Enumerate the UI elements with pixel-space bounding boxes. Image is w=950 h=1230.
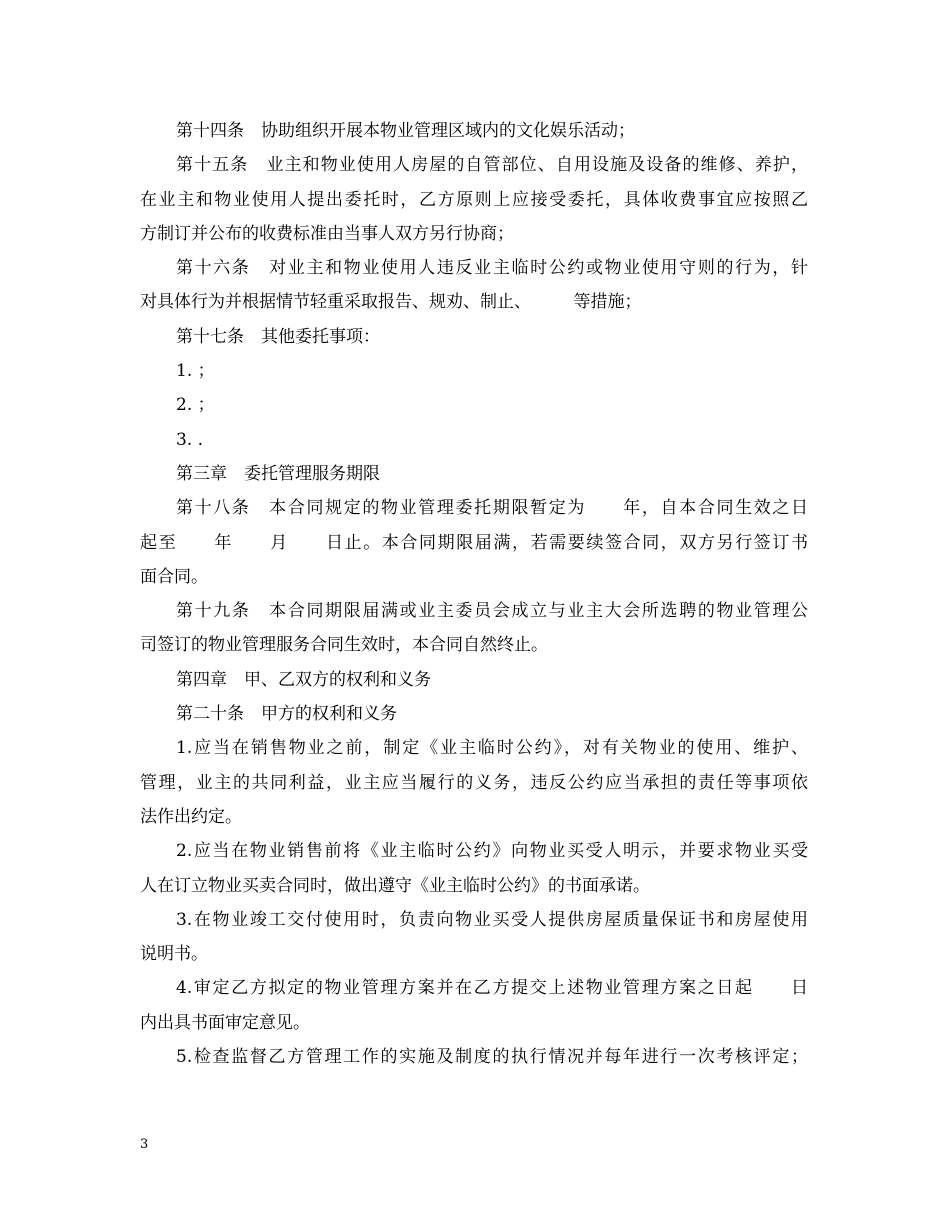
text-line: 1.应当在销售物业之前，制定《业主临时公约》，对有关物业的使用、维护、 <box>176 738 808 759</box>
text-line: 方制订并公布的收费标准由当事人双方另行协商； <box>140 223 514 244</box>
text-line: 说明书。 <box>140 944 208 965</box>
text-line: 第十四条 协助组织开展本物业管理区域内的文化娱乐活动； <box>176 121 635 141</box>
text-line: 管理，业主的共同利益，业主应当履行的义务，违反公约应当承担的责任等事项依 <box>140 772 808 793</box>
document-body <box>140 114 808 1074</box>
text-line: 第十七条 其他委托事项： <box>176 326 380 347</box>
text-line: 第十六条 对业主和物业使用人违反业主临时公约或物业使用守则的行为，针 <box>176 258 808 279</box>
text-line: 第二十条 甲方的权利和义务 <box>176 704 397 725</box>
text-line: 3.在物业竣工交付使用时，负责向物业买受人提供房屋质量保证书和房屋使用 <box>176 909 808 930</box>
text-line: 5.检查监督乙方管理工作的实施及制度的执行情况并每年进行一次考核评定； <box>176 1047 808 1068</box>
text-line: 起至 年 月 日止。本合同期限届满，若需要续签合同，双方另行签订书 <box>140 532 808 553</box>
text-line: 第十五条 业主和物业使用人房屋的自管部位、自用设施及设备的维修、养护， <box>176 155 808 176</box>
text-line: 第三章 委托管理服务期限 <box>176 463 380 484</box>
text-line: 内出具书面审定意见。 <box>140 1012 310 1033</box>
text-line: 3. . <box>176 429 204 450</box>
text-line: 2. ； <box>176 395 215 416</box>
text-line: 1. ； <box>176 361 215 382</box>
text-line: 人在订立物业买卖合同时，做出遵守《业主临时公约》的书面承诺。 <box>140 875 650 896</box>
text-line: 第四章 甲、乙双方的权利和义务 <box>176 669 431 690</box>
text-line: 4.审定乙方拟定的物业管理方案并在乙方提交上述物业管理方案之日起 日 <box>176 978 808 999</box>
text-line: 对具体行为并根据情节轻重采取报告、规劝、制止、 等措施； <box>140 292 642 313</box>
text-line: 司签订的物业管理服务合同生效时，本合同自然终止。 <box>140 635 548 656</box>
text-line: 面合同。 <box>140 566 208 587</box>
text-line: 第十八条 本合同规定的物业管理委托期限暂定为 年，自本合同生效之日 <box>176 498 808 519</box>
text-line: 在业主和物业使用人提出委托时，乙方原则上应接受委托，具体收费事宜应按照乙 <box>140 189 808 210</box>
text-line: 法作出约定。 <box>140 806 242 827</box>
text-line: 第十九条 本合同期限届满或业主委员会成立与业主大会所选聘的物业管理公 <box>176 601 808 622</box>
text-line: 2.应当在物业销售前将《业主临时公约》向物业买受人明示，并要求物业买受 <box>176 841 808 862</box>
page-number: 3 <box>140 1137 149 1152</box>
